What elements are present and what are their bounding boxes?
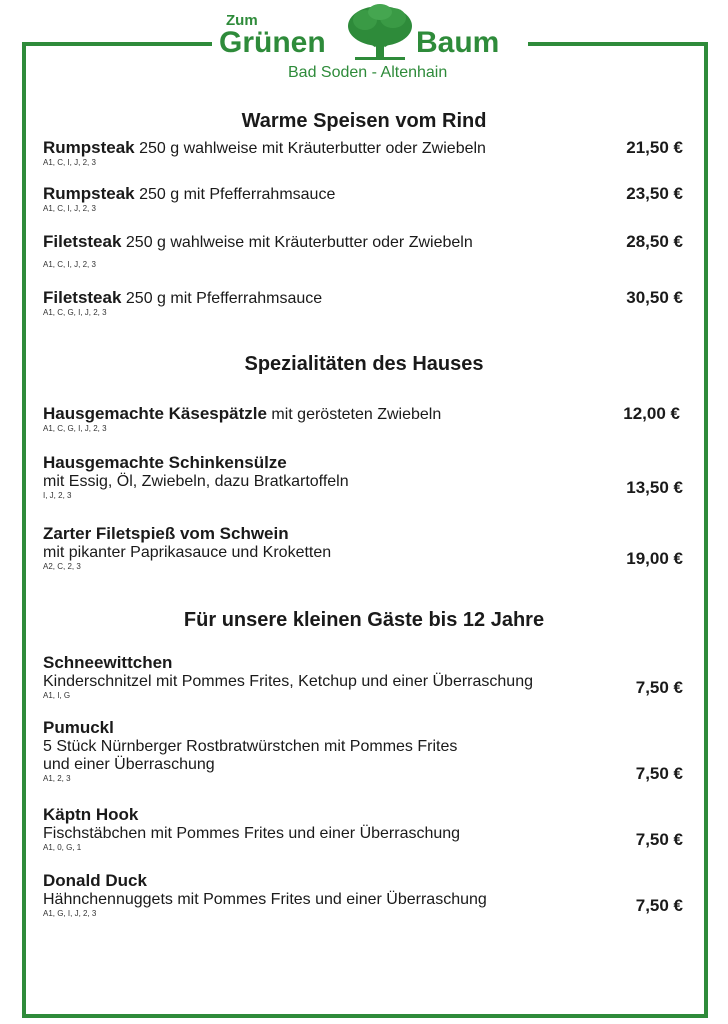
item-allergens: A1, C, G, I, J, 2, 3 xyxy=(43,424,107,433)
item-name: Rumpsteak xyxy=(43,184,135,203)
item-allergens: A1, C, I, J, 2, 3 xyxy=(43,158,96,167)
item-desc: 250 g wahlweise mit Kräuterbutter oder Zwiebeln xyxy=(139,140,486,157)
item-allergens: A1, C, I, J, 2, 3 xyxy=(43,260,96,269)
item-allergens: A2, C, 2, 3 xyxy=(43,562,81,571)
item-desc: 250 g mit Pfefferrahmsauce xyxy=(125,290,323,307)
menu-item xyxy=(43,805,693,852)
item-allergens: A1, C, G, I, J, 2, 3 xyxy=(43,308,107,317)
item-allergens: A1, 2, 3 xyxy=(43,774,71,783)
item-name: Donald Duck xyxy=(43,871,147,890)
menu-item xyxy=(43,232,693,269)
menu-item xyxy=(43,718,693,783)
item-name: Filetsteak xyxy=(43,288,122,307)
logo-zum: Zum xyxy=(226,12,258,29)
item-desc: Kinderschnitzel mit Pommes Frites, Ketchup und einer Überraschung xyxy=(43,673,533,690)
item-allergens: A1, I, G xyxy=(43,691,71,700)
item-name: Schneewittchen xyxy=(43,653,173,672)
item-price: 28,50 € xyxy=(626,232,683,251)
menu-item xyxy=(43,524,693,571)
item-price: 19,00 € xyxy=(626,549,683,568)
item-price: 30,50 € xyxy=(626,288,683,307)
section-title-kinder: Für unsere kleinen Gäste bis 12 Jahre xyxy=(183,609,545,631)
item-price: 12,00 € xyxy=(623,404,680,423)
item-price: 7,50 € xyxy=(635,896,683,915)
item-allergens: I, J, 2, 3 xyxy=(43,491,72,500)
tree-icon xyxy=(345,2,415,62)
item-name: Pumuckl xyxy=(43,718,114,737)
item-desc: 5 Stück Nürnberger Rostbratwürstchen mit Pommes Frites xyxy=(43,738,458,755)
item-desc: 250 g mit Pfefferrahmsauce xyxy=(139,186,336,203)
logo-name-left: Grünen xyxy=(219,26,326,59)
menu-item xyxy=(43,288,693,317)
item-price: 23,50 € xyxy=(626,184,683,203)
item-name: Zarter Filetspieß vom Schwein xyxy=(43,524,289,543)
menu-item xyxy=(43,453,693,500)
menu-item xyxy=(43,653,693,700)
item-allergens: A1, G, I, J, 2, 3 xyxy=(43,909,97,918)
menu-item xyxy=(43,184,693,213)
item-name: Hausgemachte Käsespätzle xyxy=(43,404,267,423)
item-desc-line2: und einer Überraschung xyxy=(43,756,215,773)
menu-item xyxy=(43,404,693,433)
item-price: 7,50 € xyxy=(635,678,683,697)
item-desc: Hähnchennuggets mit Pommes Frites und einer Überraschung xyxy=(43,891,487,908)
item-allergens: A1, 0, G, 1 xyxy=(43,843,82,852)
item-name: Filetsteak xyxy=(43,232,122,251)
item-allergens: A1, C, I, J, 2, 3 xyxy=(43,204,96,213)
item-name: Hausgemachte Schinkensülze xyxy=(43,453,287,472)
logo-subtitle: Bad Soden - Altenhain xyxy=(288,64,448,81)
section-title-rind: Warme Speisen vom Rind xyxy=(241,110,487,132)
logo-name-right: Baum xyxy=(416,26,500,59)
menu-item xyxy=(43,871,693,918)
item-price: 13,50 € xyxy=(626,478,683,497)
item-name: Käptn Hook xyxy=(43,805,139,824)
item-name: Rumpsteak xyxy=(43,138,135,157)
item-desc: Fischstäbchen mit Pommes Frites und einer Überraschung xyxy=(43,825,461,842)
menu-item xyxy=(43,138,693,167)
item-desc: mit gerösteten Zwiebeln xyxy=(271,406,442,423)
section-title-spezialitaeten: Spezialitäten des Hauses xyxy=(244,353,484,375)
item-price: 7,50 € xyxy=(635,764,683,783)
item-desc: mit pikanter Paprikasauce und Kroketten xyxy=(43,544,332,561)
item-desc: 250 g wahlweise mit Kräuterbutter oder Zwiebeln xyxy=(125,234,473,251)
item-price: 7,50 € xyxy=(635,830,683,849)
item-price: 21,50 € xyxy=(626,138,683,157)
item-desc: mit Essig, Öl, Zwiebeln, dazu Bratkartoffeln xyxy=(43,473,349,490)
